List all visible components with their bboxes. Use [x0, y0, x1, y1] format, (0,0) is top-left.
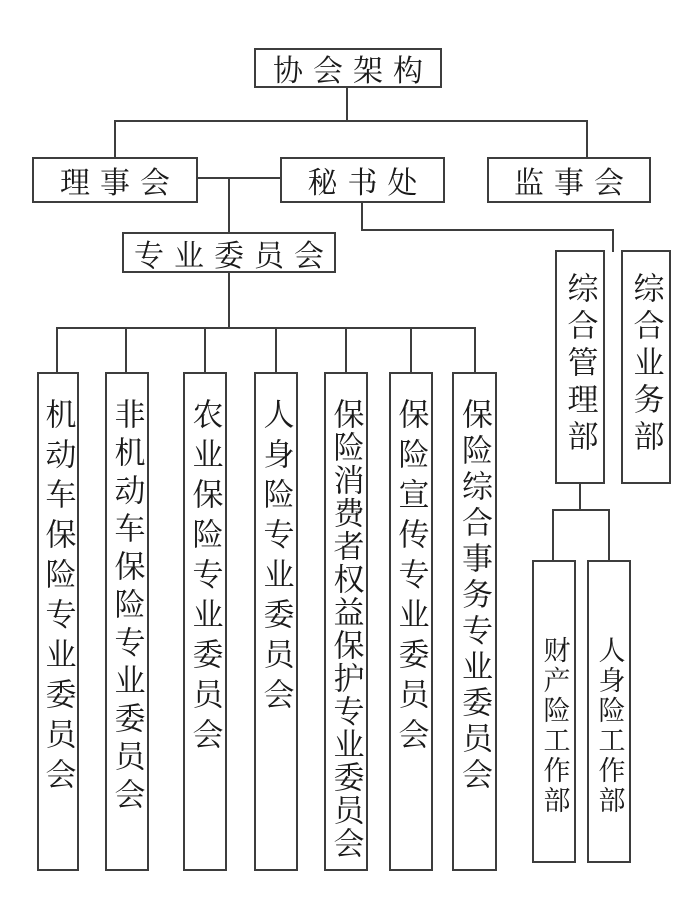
node-professional-committees: 专业委员会 [122, 232, 336, 273]
connector-secretariat-stem [361, 202, 363, 231]
connector-drop-directors [114, 120, 116, 159]
connector-directors-secretariat [197, 177, 281, 179]
connector-committee-stem [228, 272, 230, 329]
node-comprehensive-affairs-committee [452, 372, 497, 871]
connector-drop-departments [612, 229, 614, 252]
connector-drop-workdept-1 [552, 509, 554, 562]
connector-drop-supervisors [586, 120, 588, 159]
node-board-of-supervisors: 监事会 [487, 157, 651, 203]
node-personal-insurance-committee [254, 372, 298, 871]
connector-drop-committee-5 [345, 327, 347, 373]
connector-top-horizontal [114, 120, 588, 122]
connector-right-horizontal [361, 229, 614, 231]
node-life-insurance-work-dept [587, 560, 631, 863]
connector-drop-committee-4 [275, 327, 277, 373]
node-consumer-rights-protection-committee [324, 372, 368, 871]
node-agricultural-insurance-committee [183, 372, 227, 871]
node-association-structure: 协会架构 [254, 48, 442, 88]
node-label: 保险综合事务专业委员会 [457, 398, 492, 794]
node-secretariat: 秘书处 [280, 157, 445, 203]
node-label: 机动车保险专业委员会 [40, 398, 76, 798]
node-label: 农业保险专业委员会 [187, 398, 223, 758]
node-property-insurance-work-dept [532, 560, 576, 863]
connector-drop-committee-6 [410, 327, 412, 373]
connector-management-stem [579, 484, 581, 511]
node-label: 人身险工作部 [594, 636, 625, 816]
node-label: 综合业务部 [628, 272, 664, 457]
node-insurance-publicity-committee [389, 372, 433, 871]
connector-drop-workdept-2 [608, 509, 610, 562]
node-label: 非机动车保险专业委员会 [109, 398, 145, 816]
node-label: 保险消费者权益保护专业委员会 [328, 398, 364, 860]
connector-drop-committee-parent [228, 177, 230, 234]
node-general-management-dept [555, 250, 605, 484]
connector-root-stem [346, 88, 348, 122]
connector-drop-committee-7 [474, 327, 476, 373]
connector-drop-committee-2 [125, 327, 127, 373]
connector-workdepts-horizontal [552, 509, 610, 511]
node-label: 保险宣传专业委员会 [393, 398, 429, 758]
node-general-business-dept [621, 250, 671, 484]
connector-drop-committee-3 [204, 327, 206, 373]
node-label: 人身险专业委员会 [258, 398, 294, 718]
node-board-of-directors: 理事会 [32, 157, 198, 203]
connector-drop-committee-1 [56, 327, 58, 373]
node-label: 综合管理部 [562, 272, 598, 457]
node-label: 财产险工作部 [539, 636, 570, 816]
node-motor-insurance-committee [37, 372, 79, 871]
connector-committees-horizontal [56, 327, 476, 329]
node-non-motor-insurance-committee [105, 372, 149, 871]
